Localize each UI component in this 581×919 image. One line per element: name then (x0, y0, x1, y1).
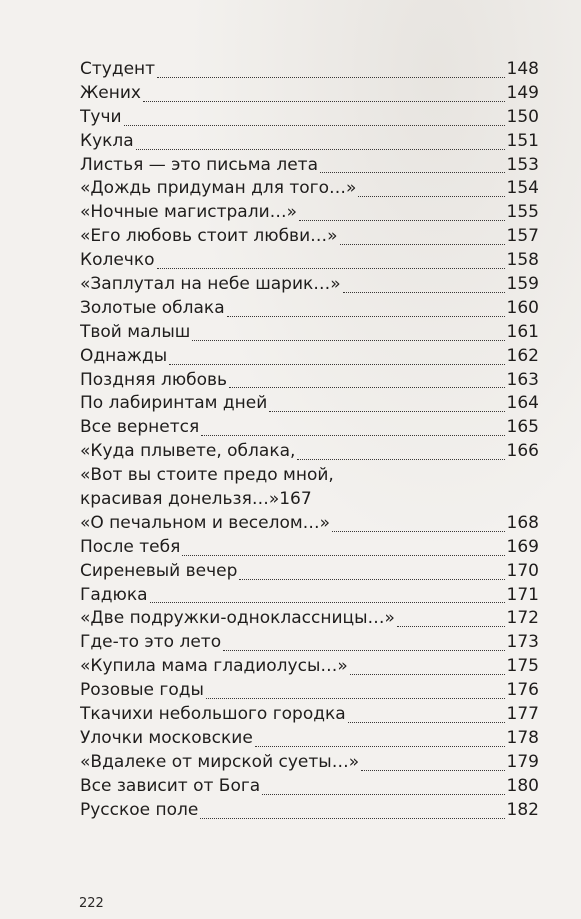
toc-entry (80, 416, 539, 440)
table-of-contents (80, 58, 539, 823)
toc-title: Розовые годы (80, 680, 204, 701)
toc-entry (80, 799, 539, 823)
toc-title: Поздняя любовь (80, 369, 228, 390)
toc-page-number: 168 (506, 512, 539, 533)
toc-entry (80, 345, 539, 369)
toc-title: Твой малыш (80, 321, 191, 342)
toc-page-number: 158 (506, 250, 539, 271)
dot-leader (136, 149, 505, 150)
dot-leader (332, 531, 504, 532)
toc-entry (80, 154, 539, 178)
toc-page-number: 149 (506, 82, 539, 103)
dot-leader (206, 698, 505, 699)
toc-entry (80, 297, 539, 321)
toc-page-number: 178 (506, 727, 539, 748)
toc-title: Русское поле (80, 799, 199, 820)
dot-leader (255, 746, 505, 747)
toc-page-number: 161 (506, 321, 539, 342)
dot-leader (358, 196, 504, 197)
toc-entry-multiline (80, 464, 539, 512)
page-folio-number: 222 (79, 896, 104, 911)
toc-entry (80, 679, 539, 703)
dot-leader (348, 722, 505, 723)
toc-entry (80, 130, 539, 154)
toc-title: «Его любовь стоит любви…» (80, 226, 338, 247)
toc-title: Студент (80, 59, 156, 79)
toc-title: По лабиринтам дней (80, 393, 268, 414)
toc-title: Сиреневый вечер (80, 560, 238, 581)
toc-title: Улочки московские (80, 727, 253, 748)
dot-leader (262, 794, 504, 795)
toc-title: «Дождь придуман для того…» (80, 178, 357, 199)
toc-page-number: 171 (506, 584, 539, 605)
toc-entry (80, 440, 539, 464)
dot-leader (320, 172, 505, 173)
toc-entry (80, 512, 539, 536)
dot-leader (299, 220, 505, 221)
toc-page-number: 177 (506, 704, 539, 725)
toc-entry (80, 106, 539, 130)
toc-entry (80, 703, 539, 727)
toc-title: Гадюка (80, 584, 148, 605)
toc-title-line-1: «Вот вы стоите предо мной, (80, 465, 334, 486)
toc-entry (80, 584, 539, 608)
dot-leader (227, 316, 505, 317)
dot-leader (201, 435, 504, 436)
toc-title: Жених (80, 82, 141, 103)
toc-title: «Заплутал на небе шарик…» (80, 274, 341, 295)
toc-entry (80, 631, 539, 655)
toc-title-line-2-row (80, 488, 539, 512)
toc-page-number: 155 (506, 202, 539, 223)
toc-title: Колечко (80, 250, 155, 271)
toc-title-line-2: красивая донельзя…» (80, 489, 280, 510)
dot-leader (397, 626, 505, 627)
toc-entry (80, 201, 539, 225)
toc-title: Тучи (80, 106, 122, 127)
toc-title: Золотые облака (80, 297, 225, 318)
dot-leader (200, 818, 504, 819)
toc-entry (80, 177, 539, 201)
toc-title: Кукла (80, 130, 134, 151)
toc-page-number: 169 (506, 536, 539, 557)
toc-page-number: 153 (506, 154, 539, 175)
dot-leader (297, 459, 504, 460)
dot-leader (150, 602, 505, 603)
toc-page-number: 176 (506, 680, 539, 701)
toc-title: «Купила мама гладиолусы…» (80, 656, 348, 677)
toc-page-number: 167 (279, 489, 312, 510)
dot-leader (361, 770, 504, 771)
toc-page-number: 163 (506, 369, 539, 390)
toc-title: Все вернется (80, 417, 200, 438)
toc-entry (80, 82, 539, 106)
dot-leader (343, 292, 505, 293)
toc-title: «О печальном и веселом…» (80, 512, 331, 533)
toc-entry (80, 655, 539, 679)
toc-title: «Ночные магистрали…» (80, 202, 298, 223)
toc-page-number: 162 (506, 345, 539, 366)
toc-entry (80, 727, 539, 751)
toc-entry (80, 58, 539, 82)
toc-page-number: 151 (506, 130, 539, 151)
dot-leader (182, 555, 504, 556)
dot-leader (239, 579, 504, 580)
toc-page-number: 166 (506, 441, 539, 462)
toc-title: «Две подружки-одноклассницы…» (80, 608, 395, 629)
toc-page-number: 180 (506, 775, 539, 796)
toc-page-number: 160 (506, 297, 539, 318)
dot-leader (229, 387, 504, 388)
toc-entry (80, 560, 539, 584)
toc-page-number: 157 (506, 226, 539, 247)
toc-entry (80, 249, 539, 273)
toc-entry (80, 392, 539, 416)
toc-entry (80, 775, 539, 799)
toc-page-number: 179 (506, 751, 539, 772)
toc-page-number: 154 (506, 178, 539, 199)
toc-page-number: 150 (506, 106, 539, 127)
toc-entry (80, 751, 539, 775)
toc-title: Ткачихи небольшого городка (80, 704, 346, 725)
toc-entry (80, 536, 539, 560)
dot-leader (340, 244, 505, 245)
dot-leader (157, 77, 504, 78)
dot-leader (350, 674, 505, 675)
dot-leader (169, 364, 504, 365)
toc-title: «Куда плывете, облака, (80, 441, 296, 462)
toc-entry (80, 607, 539, 631)
toc-page-number: 164 (506, 393, 539, 414)
toc-page-number: 173 (506, 632, 539, 653)
dot-leader (157, 268, 505, 269)
toc-page-number: 172 (506, 608, 539, 629)
toc-page-number: 182 (506, 799, 539, 820)
toc-entry (80, 225, 539, 249)
toc-title: Где-то это лето (80, 632, 222, 653)
toc-page-number: 165 (506, 417, 539, 438)
toc-entry (80, 369, 539, 393)
dot-leader (223, 650, 504, 651)
toc-title: Листья — это письма лета (80, 154, 318, 175)
dot-leader (143, 101, 505, 102)
dot-leader (269, 411, 504, 412)
toc-page-number: 148 (506, 59, 539, 79)
toc-entry (80, 273, 539, 297)
toc-title: Все зависит от Бога (80, 775, 261, 796)
toc-title: «Вдалеке от мирской суеты…» (80, 751, 360, 772)
toc-page-number: 175 (506, 656, 539, 677)
toc-title: После тебя (80, 536, 181, 557)
toc-page-number: 170 (506, 560, 539, 581)
dot-leader (124, 125, 505, 126)
toc-entry (80, 321, 539, 345)
dot-leader (192, 340, 504, 341)
toc-title: Однажды (80, 345, 168, 366)
toc-page-number: 159 (506, 274, 539, 295)
